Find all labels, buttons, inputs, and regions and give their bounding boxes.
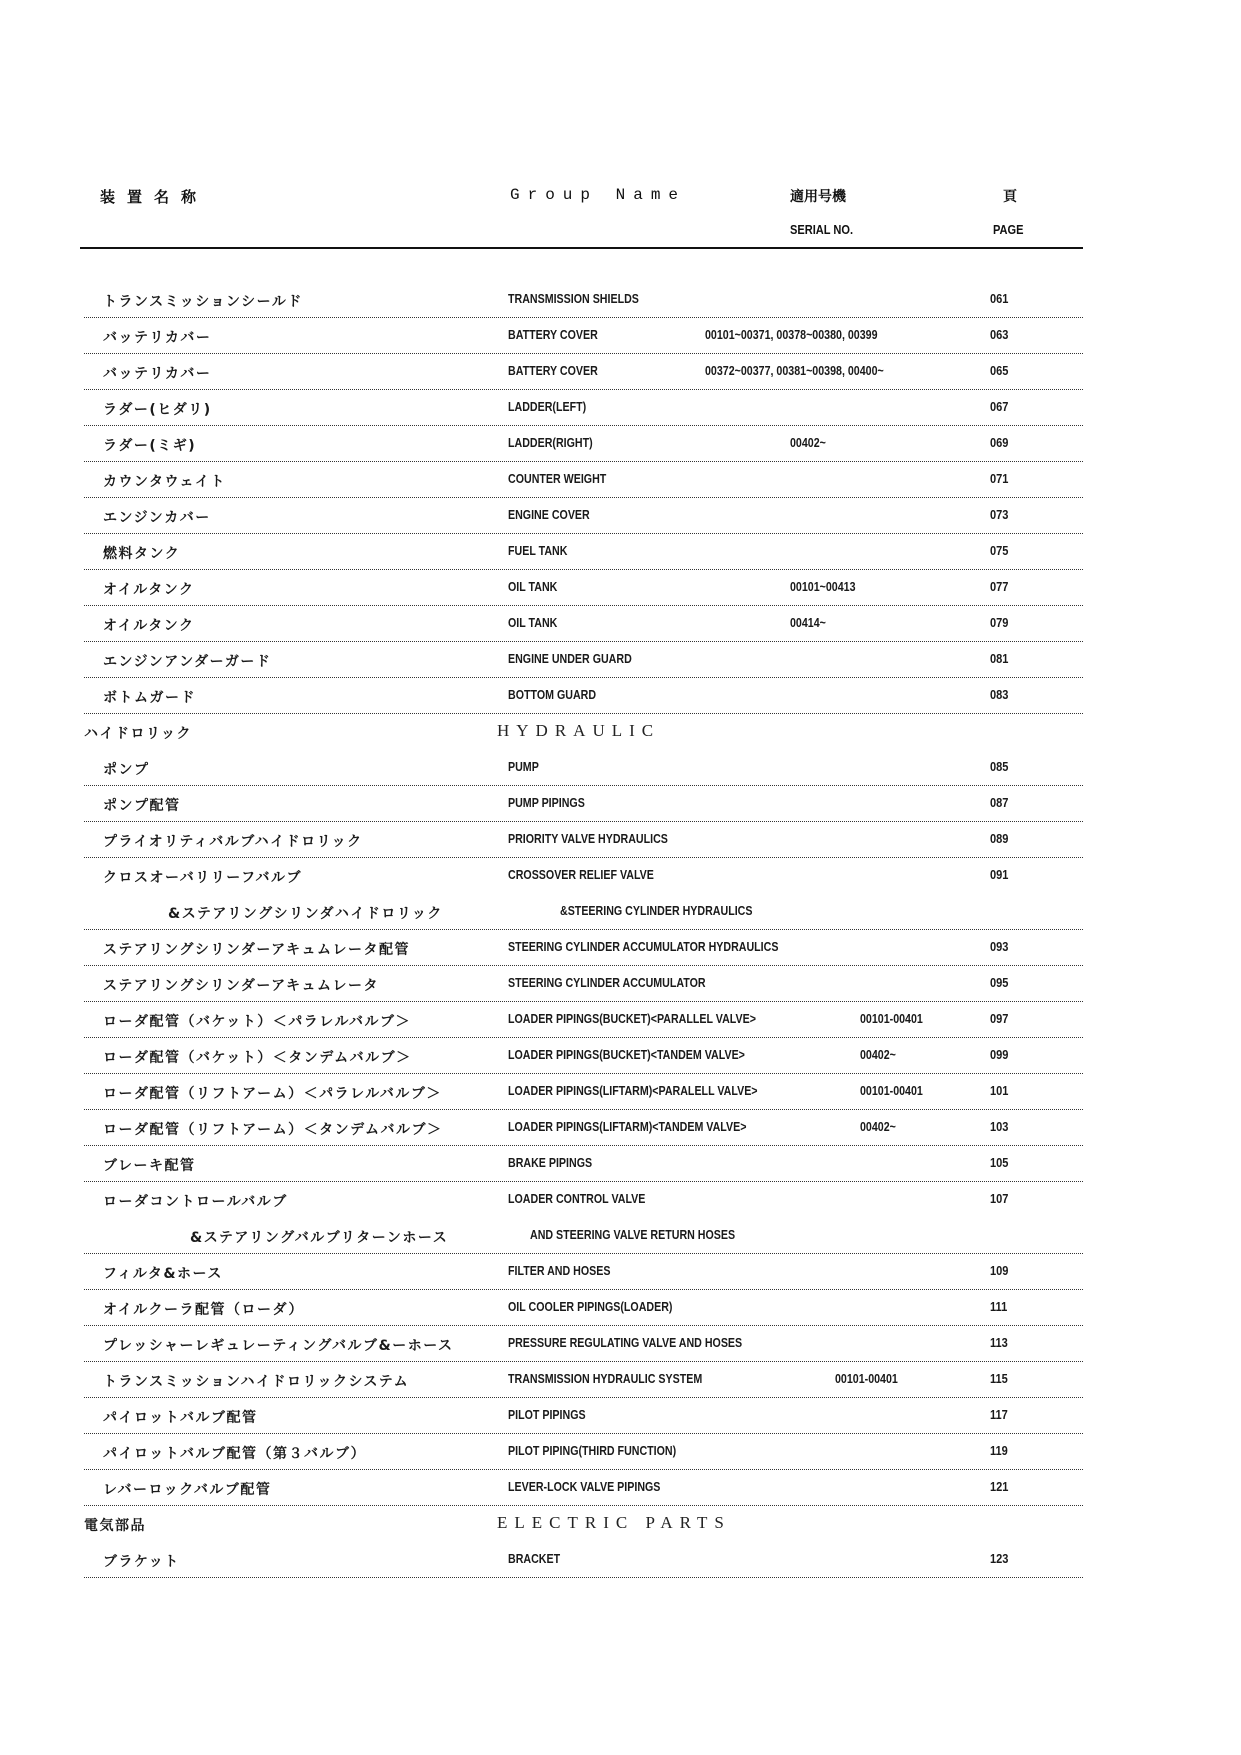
page-number: 101 [990, 1083, 1009, 1098]
group-name-en: LOADER PIPINGS(BUCKET)<TANDEM VALVE> [508, 1047, 745, 1062]
table-row-continuation [0, 894, 1241, 930]
table-row [0, 1110, 1241, 1146]
group-name-jp: エンジンアンダーガード [103, 654, 272, 670]
table-row [0, 1362, 1241, 1398]
group-name-en: BRACKET [508, 1551, 561, 1566]
page-number: 117 [990, 1407, 1008, 1422]
table-row [0, 1290, 1241, 1326]
group-name-jp: トランスミッションハイドロリックシステム [103, 1374, 410, 1390]
section-heading [0, 714, 1241, 750]
page-number: 073 [990, 507, 1009, 522]
section-title-jp: ハイドロリック [84, 726, 192, 742]
group-name-en: PILOT PIPINGS [508, 1407, 586, 1422]
page-number: 065 [990, 363, 1009, 378]
table-row-continuation [0, 1218, 1241, 1254]
table-row [0, 390, 1241, 426]
header-group-name: Group Name [510, 186, 687, 204]
group-name-en: BATTERY COVER [508, 363, 598, 378]
header-page-jp: 頁 [1003, 189, 1017, 205]
group-name-jp: ローダ配管（バケット）＜タンデムバルブ＞ [103, 1050, 412, 1066]
table-row [0, 966, 1241, 1002]
group-name-jp: オイルタンク [103, 618, 195, 634]
group-name-jp: ラダー(ヒダリ) [103, 402, 212, 418]
group-name-en: AND STEERING VALVE RETURN HOSES [530, 1227, 736, 1242]
group-name-jp: ステアリングシリンダーアキュムレータ [103, 978, 380, 994]
group-name-jp: オイルクーラ配管（ローダ） [103, 1302, 304, 1318]
group-name-en: OIL TANK [508, 615, 558, 630]
serial-number: 00402~ [790, 435, 826, 450]
group-name-en: FILTER AND HOSES [508, 1263, 611, 1278]
page-number: 103 [990, 1119, 1009, 1134]
page-number: 071 [990, 471, 1009, 486]
page-number: 121 [990, 1479, 1009, 1494]
page-number: 115 [990, 1371, 1008, 1386]
group-name-en: OIL COOLER PIPINGS(LOADER) [508, 1299, 673, 1314]
group-name-en: OIL TANK [508, 579, 558, 594]
page-number: 123 [990, 1551, 1009, 1566]
group-name-en: LOADER PIPINGS(BUCKET)<PARALLEL VALVE> [508, 1011, 756, 1026]
group-name-jp: プライオリティバルブハイドロリック [103, 834, 363, 850]
table-row [0, 462, 1241, 498]
header-page-en: PAGE [993, 222, 1024, 237]
group-name-jp: ラダー(ミギ) [103, 438, 197, 454]
page-number: 087 [990, 795, 1009, 810]
table-row [0, 858, 1241, 894]
serial-number: 00402~ [860, 1119, 896, 1134]
page-number: 085 [990, 759, 1009, 774]
table-row [0, 1254, 1241, 1290]
group-name-jp: エンジンカバー [103, 510, 211, 526]
section-heading [0, 1506, 1241, 1542]
serial-number: 00101~00413 [790, 579, 856, 594]
serial-number: 00101~00371, 00378~00380, 00399 [705, 327, 878, 342]
page-number: 079 [990, 615, 1009, 630]
group-name-en: TRANSMISSION HYDRAULIC SYSTEM [508, 1371, 703, 1386]
group-name-jp: パイロットバルブ配管 [103, 1410, 258, 1426]
table-row [0, 570, 1241, 606]
page-number: 109 [990, 1263, 1009, 1278]
page-number: 095 [990, 975, 1009, 990]
table-row [0, 1038, 1241, 1074]
group-name-en: ENGINE COVER [508, 507, 590, 522]
group-name-jp: トランスミッションシールド [103, 294, 303, 310]
group-name-jp: ボトムガード [103, 690, 196, 706]
group-name-jp: バッテリカバー [103, 366, 212, 382]
group-name-jp: ブラケット [103, 1554, 180, 1570]
serial-number: 00101-00401 [860, 1011, 923, 1026]
group-name-en: STEERING CYLINDER ACCUMULATOR [508, 975, 706, 990]
group-name-en: PILOT PIPING(THIRD FUNCTION) [508, 1443, 677, 1458]
table-row [0, 534, 1241, 570]
group-name-jp: パイロットバルブ配管（第３バルブ） [103, 1446, 367, 1462]
group-name-jp: ポンプ [103, 762, 150, 778]
group-name-jp: 燃料タンク [103, 546, 181, 562]
group-name-en: LEVER-LOCK VALVE PIPINGS [508, 1479, 661, 1494]
group-name-jp: オイルタンク [103, 582, 195, 598]
table-row [0, 930, 1241, 966]
table-row [0, 1542, 1241, 1578]
group-name-en: BOTTOM GUARD [508, 687, 597, 702]
section-title-en: ELECTRIC PARTS [497, 1513, 731, 1532]
table-row [0, 354, 1241, 390]
group-name-en: ENGINE UNDER GUARD [508, 651, 632, 666]
group-name-jp: クロスオーバリリーフバルブ [103, 870, 302, 886]
group-name-jp: カウンタウェイト [103, 474, 226, 490]
section-title-jp: 電気部品 [84, 1518, 146, 1534]
page-number: 105 [990, 1155, 1009, 1170]
table-row [0, 1146, 1241, 1182]
page-number: 119 [990, 1443, 1008, 1458]
page-number: 077 [990, 579, 1009, 594]
table-row [0, 606, 1241, 642]
group-name-jp: ローダ配管（リフトアーム）＜タンデムバルブ＞ [103, 1122, 443, 1138]
table-row [0, 642, 1241, 678]
group-name-jp: レバーロックバルブ配管 [103, 1482, 272, 1498]
table-row [0, 1398, 1241, 1434]
page-number: 069 [990, 435, 1009, 450]
group-name-en: COUNTER WEIGHT [508, 471, 607, 486]
group-name-en: LOADER PIPINGS(LIFTARM)<PARALELL VALVE> [508, 1083, 758, 1098]
group-name-en: LADDER(RIGHT) [508, 435, 593, 450]
group-name-en: BATTERY COVER [508, 327, 598, 342]
serial-number: 00101-00401 [835, 1371, 898, 1386]
page-number: 099 [990, 1047, 1009, 1062]
group-name-jp: ローダコントロールバルブ [103, 1194, 288, 1210]
serial-number: 00414~ [790, 615, 826, 630]
section-title-en: HYDRAULIC [497, 721, 661, 740]
page-number: 111 [990, 1299, 1008, 1314]
page-number: 083 [990, 687, 1009, 702]
page-number: 093 [990, 939, 1009, 954]
group-name-jp: ブレーキ配管 [103, 1158, 196, 1174]
group-name-en: PRESSURE REGULATING VALVE AND HOSES [508, 1335, 743, 1350]
table-row [0, 1434, 1241, 1470]
group-name-en: BRAKE PIPINGS [508, 1155, 593, 1170]
header-jp-title: 装置名称 [100, 188, 209, 206]
page-number: 061 [990, 291, 1009, 306]
group-name-jp: &ステアリングバルブリターンホース [190, 1230, 449, 1246]
table-row [0, 318, 1241, 354]
header-serial-en: SERIAL NO. [790, 222, 854, 237]
serial-number: 00402~ [860, 1047, 896, 1062]
header-rule [80, 247, 1083, 249]
page-number: 113 [990, 1335, 1008, 1350]
group-name-en: CROSSOVER RELIEF VALVE [508, 867, 654, 882]
table-row [0, 822, 1241, 858]
page-number: 081 [990, 651, 1009, 666]
table-row [0, 426, 1241, 462]
group-name-jp: ステアリングシリンダーアキュムレータ配管 [103, 942, 411, 958]
group-name-jp: プレッシャーレギュレーティングバルブ&ーホース [103, 1338, 454, 1354]
serial-number: 00372~00377, 00381~00398, 00400~ [705, 363, 884, 378]
table-row [0, 750, 1241, 786]
group-name-en: LOADER PIPINGS(LIFTARM)<TANDEM VALVE> [508, 1119, 747, 1134]
group-name-en: LOADER CONTROL VALVE [508, 1191, 646, 1206]
group-name-en: FUEL TANK [508, 543, 568, 558]
header-serial-jp: 適用号機 [790, 189, 846, 205]
group-name-en: LADDER(LEFT) [508, 399, 587, 414]
table-row [0, 1182, 1241, 1218]
dotted-separator [84, 1577, 1083, 1578]
serial-number: 00101-00401 [860, 1083, 923, 1098]
table-row [0, 1470, 1241, 1506]
group-name-jp: ローダ配管（バケット）＜パラレルバルブ＞ [103, 1014, 411, 1030]
group-name-en: PUMP [508, 759, 539, 774]
page-number: 091 [990, 867, 1009, 882]
table-row [0, 786, 1241, 822]
group-name-jp: フィルタ&ホース [103, 1266, 223, 1282]
table-row [0, 678, 1241, 714]
table-row [0, 498, 1241, 534]
table-row [0, 1326, 1241, 1362]
group-name-en: &STEERING CYLINDER HYDRAULICS [560, 903, 753, 918]
page-number: 075 [990, 543, 1009, 558]
group-name-en: STEERING CYLINDER ACCUMULATOR HYDRAULICS [508, 939, 779, 954]
table-row [0, 282, 1241, 318]
page-number: 063 [990, 327, 1009, 342]
group-name-jp: ポンプ配管 [103, 798, 181, 814]
group-name-en: PUMP PIPINGS [508, 795, 585, 810]
group-name-jp: バッテリカバー [103, 330, 212, 346]
page-number: 097 [990, 1011, 1009, 1026]
page-number: 089 [990, 831, 1009, 846]
table-row [0, 1002, 1241, 1038]
group-name-en: PRIORITY VALVE HYDRAULICS [508, 831, 668, 846]
table-row [0, 1074, 1241, 1110]
group-name-en: TRANSMISSION SHIELDS [508, 291, 639, 306]
group-name-jp: &ステアリングシリンダハイドロリック [168, 906, 443, 922]
page-number: 107 [990, 1191, 1009, 1206]
page-number: 067 [990, 399, 1009, 414]
group-name-jp: ローダ配管（リフトアーム）＜パラレルバルブ＞ [103, 1086, 442, 1102]
